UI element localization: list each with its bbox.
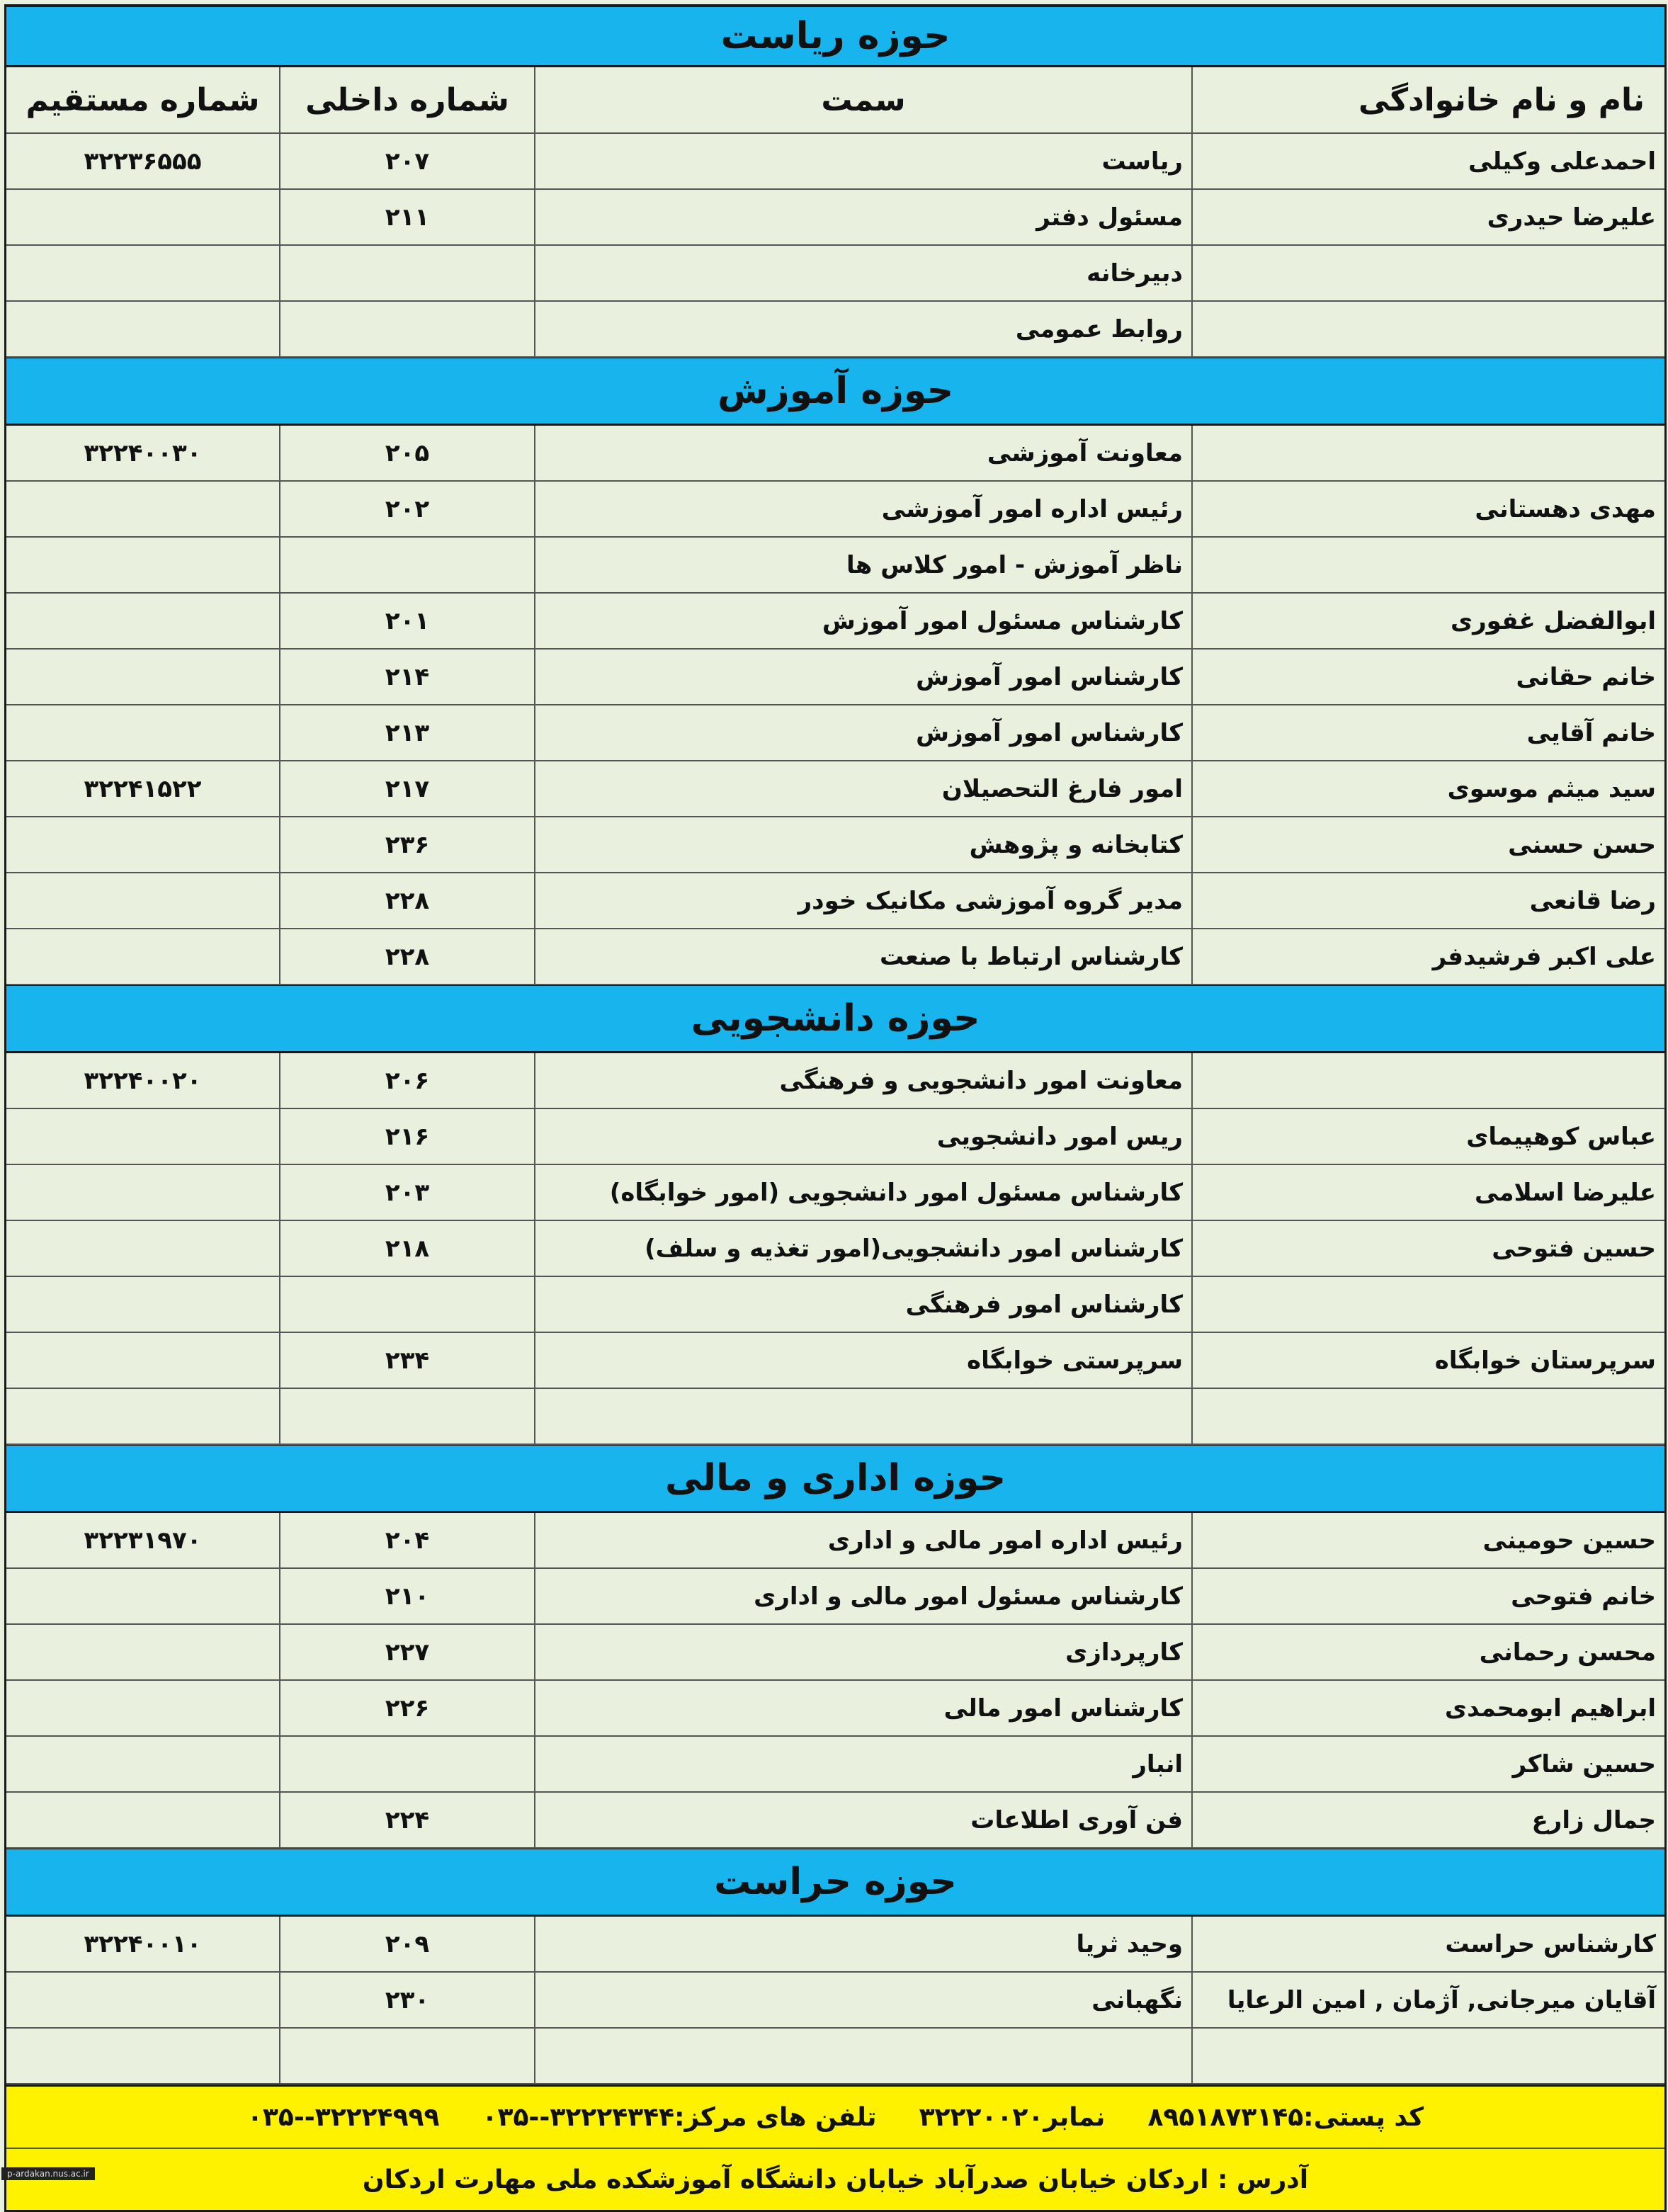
cell-internal [279,302,534,356]
cell-name: خانم حقانی [1191,650,1664,704]
table-row [6,817,1664,873]
cell-position: کارشناس امور فرهنگی [534,1277,1191,1332]
cell-name: جمال زارع [1191,1793,1664,1847]
cell-direct [6,1569,279,1623]
cell-direct [6,817,279,872]
cell-name: حسین حومینی [1191,1513,1664,1567]
cell-position: کارپردازی [534,1625,1191,1679]
cell-position: انبار [534,1737,1191,1791]
cell-position: رئیس اداره امور آموزشی [534,482,1191,536]
table-row [6,302,1664,358]
cell-internal: ۲۰۳ [279,1165,534,1220]
cell-name: خانم فتوحی [1191,1569,1664,1623]
table-row [6,594,1664,650]
watermark-badge: p-ardakan.nus.ac.ir [1,2167,95,2180]
table-row [6,1109,1664,1165]
cell-direct [6,1625,279,1679]
table-row [6,1333,1664,1389]
cell-position: معاونت آموزشی [534,426,1191,480]
cell-internal: ۲۳۴ [279,1333,534,1388]
cell-position: روابط عمومی [534,302,1191,356]
directory-body [6,6,1664,2085]
cell-name: حسین فتوحی [1191,1221,1664,1276]
cell-direct [6,246,279,300]
cell-name [1191,1389,1664,1444]
cell-name: احمدعلی وکیلی [1191,134,1664,188]
fax-number: نمابر۳۲۲۲۰۰۲۰ [919,2102,1106,2132]
table-row [6,190,1664,246]
cell-internal: ۲۰۶ [279,1053,534,1108]
cell-direct: ۳۲۲۴۱۵۲۲ [84,774,202,803]
table-row [6,1221,1664,1277]
table-row [6,1053,1664,1109]
header-internal: شماره داخلی [279,67,534,132]
cell-position: نگهبانی [534,1973,1191,2027]
cell-direct: ۳۲۲۴۰۰۱۰ [84,1929,202,1958]
cell-internal [279,246,534,300]
section-title: حوزه ریاست [6,6,1664,67]
cell-position: کارشناس مسئول امور مالی و اداری [534,1569,1191,1623]
cell-direct [6,482,279,536]
cell-direct: ۳۲۲۳۶۵۵۵ [84,147,202,176]
cell-internal: ۲۱۰ [279,1569,534,1623]
table-row [6,1569,1664,1625]
cell-internal [279,538,534,592]
cell-position: کتابخانه و پژوهش [534,817,1191,872]
cell-internal: ۲۱۳ [279,705,534,760]
cell-name: علیرضا حیدری [1191,190,1664,244]
cell-direct [6,1793,279,1847]
section-title: حوزه حراست [6,1849,1664,1917]
cell-position: معاونت امور دانشجویی و فرهنگی [534,1053,1191,1108]
cell-position: کارشناس امور آموزش [534,650,1191,704]
cell-position: کارشناس امور مالی [534,1681,1191,1735]
cell-direct [6,650,279,704]
cell-direct [6,2029,279,2083]
cell-position: مسئول دفتر [534,190,1191,244]
center-phone-2: ۳۲۲۲۴۹۹۹--۰۳۵ [246,2102,440,2132]
table-row [6,1513,1664,1569]
cell-direct [6,1973,279,2027]
cell-direct [6,1681,279,1735]
cell-direct: ۳۲۲۴۰۰۲۰ [84,1066,202,1095]
cell-name: مهدی دهستانی [1191,482,1664,536]
table-header-row [6,67,1664,134]
cell-internal: ۲۱۴ [279,650,534,704]
cell-name: کارشناس حراست [1191,1917,1664,1971]
table-row [6,1917,1664,1973]
table-row [6,1389,1664,1445]
cell-position: ریاست [534,134,1191,188]
table-row [6,1681,1664,1737]
cell-position: مدیر گروه آموزشی مکانیک خودر [534,873,1191,928]
cell-direct [6,302,279,356]
cell-name: عباس کوهپیمای [1191,1109,1664,1164]
cell-position: امور فارغ التحصیلان [534,761,1191,816]
cell-internal: ۲۰۱ [279,594,534,648]
cell-internal: ۲۲۶ [279,1681,534,1735]
cell-direct: ۳۲۲۴۰۰۳۰ [84,438,202,467]
cell-name: آقایان میرجانی, آژمان , امین الرعایا [1191,1973,1664,2027]
cell-position [534,1389,1191,1444]
center-phones: تلفن های مرکز:۳۲۲۲۴۳۴۴--۰۳۵ [482,2102,877,2132]
cell-direct [6,1221,279,1276]
cell-direct [6,705,279,760]
cell-position: وحید ثریا [534,1917,1191,1971]
cell-direct [6,594,279,648]
cell-internal: ۲۲۴ [279,1793,534,1847]
table-row [6,482,1664,538]
cell-internal: ۲۲۷ [279,1625,534,1679]
cell-name [1191,1053,1664,1108]
table-row [6,1737,1664,1793]
section-title: حوزه دانشجویی [6,985,1664,1053]
cell-position: کارشناس ارتباط با صنعت [534,929,1191,984]
cell-internal: ۲۰۹ [279,1917,534,1971]
cell-internal: ۲۲۸ [279,873,534,928]
table-row [6,426,1664,482]
cell-position: سرپرستی خوابگاه [534,1333,1191,1388]
cell-internal: ۲۱۱ [279,190,534,244]
cell-internal: ۲۰۷ [279,134,534,188]
cell-position: کارشناس مسئول امور آموزش [534,594,1191,648]
cell-direct [6,1333,279,1388]
cell-direct [6,190,279,244]
section-title: حوزه اداری و مالی [6,1445,1664,1513]
cell-name: خانم آقایی [1191,705,1664,760]
table-row [6,134,1664,190]
cell-position: ریس امور دانشجویی [534,1109,1191,1164]
cell-name: سید میثم موسوی [1191,761,1664,816]
cell-name: علیرضا اسلامی [1191,1165,1664,1220]
cell-direct [6,1109,279,1164]
cell-internal: ۲۱۸ [279,1221,534,1276]
cell-name [1191,538,1664,592]
table-row [6,2029,1664,2085]
cell-position: دبیرخانه [534,246,1191,300]
postal-code: کد پستی:۸۹۵۱۸۷۳۱۴۵ [1147,2102,1424,2132]
cell-position: ناظر آموزش - امور کلاس ها [534,538,1191,592]
cell-name [1191,302,1664,356]
contact-line [6,2087,1664,2148]
table-row [6,1625,1664,1681]
cell-direct [6,1389,279,1444]
cell-position: کارشناس امور آموزش [534,705,1191,760]
table-row [6,246,1664,302]
cell-direct [6,873,279,928]
address-line [6,2148,1664,2210]
cell-name: ابراهیم ابومحمدی [1191,1681,1664,1735]
cell-name [1191,1277,1664,1332]
cell-direct [6,1737,279,1791]
cell-internal: ۲۱۷ [279,761,534,816]
cell-direct [6,1165,279,1220]
cell-position: کارشناس امور دانشجویی(امور تغذیه و سلف) [534,1221,1191,1276]
cell-internal [279,1389,534,1444]
cell-name: رضا قانعی [1191,873,1664,928]
cell-internal [279,2029,534,2083]
cell-direct: ۳۲۲۳۱۹۷۰ [84,1526,202,1555]
cell-name: محسن رحمانی [1191,1625,1664,1679]
footer [6,2085,1664,2210]
cell-position: فن آوری اطلاعات [534,1793,1191,1847]
cell-internal: ۲۰۴ [279,1513,534,1567]
cell-name [1191,426,1664,480]
table-row [6,1793,1664,1849]
header-position: سمت [534,67,1191,132]
cell-name [1191,246,1664,300]
cell-name: علی اکبر فرشیدفر [1191,929,1664,984]
table-row [6,1277,1664,1333]
cell-name: سرپرستان خوابگاه [1191,1333,1664,1388]
table-row [6,761,1664,817]
cell-internal: ۲۲۸ [279,929,534,984]
table-row [6,1973,1664,2029]
cell-internal: ۲۳۶ [279,817,534,872]
cell-name: حسین شاکر [1191,1737,1664,1791]
cell-name: ابوالفضل غفوری [1191,594,1664,648]
table-row [6,650,1664,705]
table-row [6,929,1664,985]
cell-position [534,2029,1191,2083]
cell-internal: ۲۰۵ [279,426,534,480]
cell-direct [6,538,279,592]
table-row [6,873,1664,929]
cell-internal: ۲۰۲ [279,482,534,536]
table-row [6,1165,1664,1221]
table-row [6,705,1664,761]
cell-internal [279,1737,534,1791]
header-name: نام و نام خانوادگی [1191,67,1664,132]
phone-directory-table [4,4,1667,2212]
section-title: حوزه آموزش [6,358,1664,426]
header-direct: شماره مستقیم [25,81,260,118]
cell-internal: ۲۱۶ [279,1109,534,1164]
cell-position: کارشناس مسئول امور دانشجویی (امور خوابگاه) [534,1165,1191,1220]
cell-direct [6,1277,279,1332]
cell-position: رئیس اداره امور مالی و اداری [534,1513,1191,1567]
table-row [6,538,1664,594]
cell-internal [279,1277,534,1332]
address: آدرس : اردکان خیابان صدرآباد خیابان دانشگاه آموزشکده ملی مهارت اردکان [362,2165,1309,2194]
cell-direct [6,929,279,984]
cell-internal: ۲۳۰ [279,1973,534,2027]
cell-name: حسن حسنی [1191,817,1664,872]
cell-name [1191,2029,1664,2083]
